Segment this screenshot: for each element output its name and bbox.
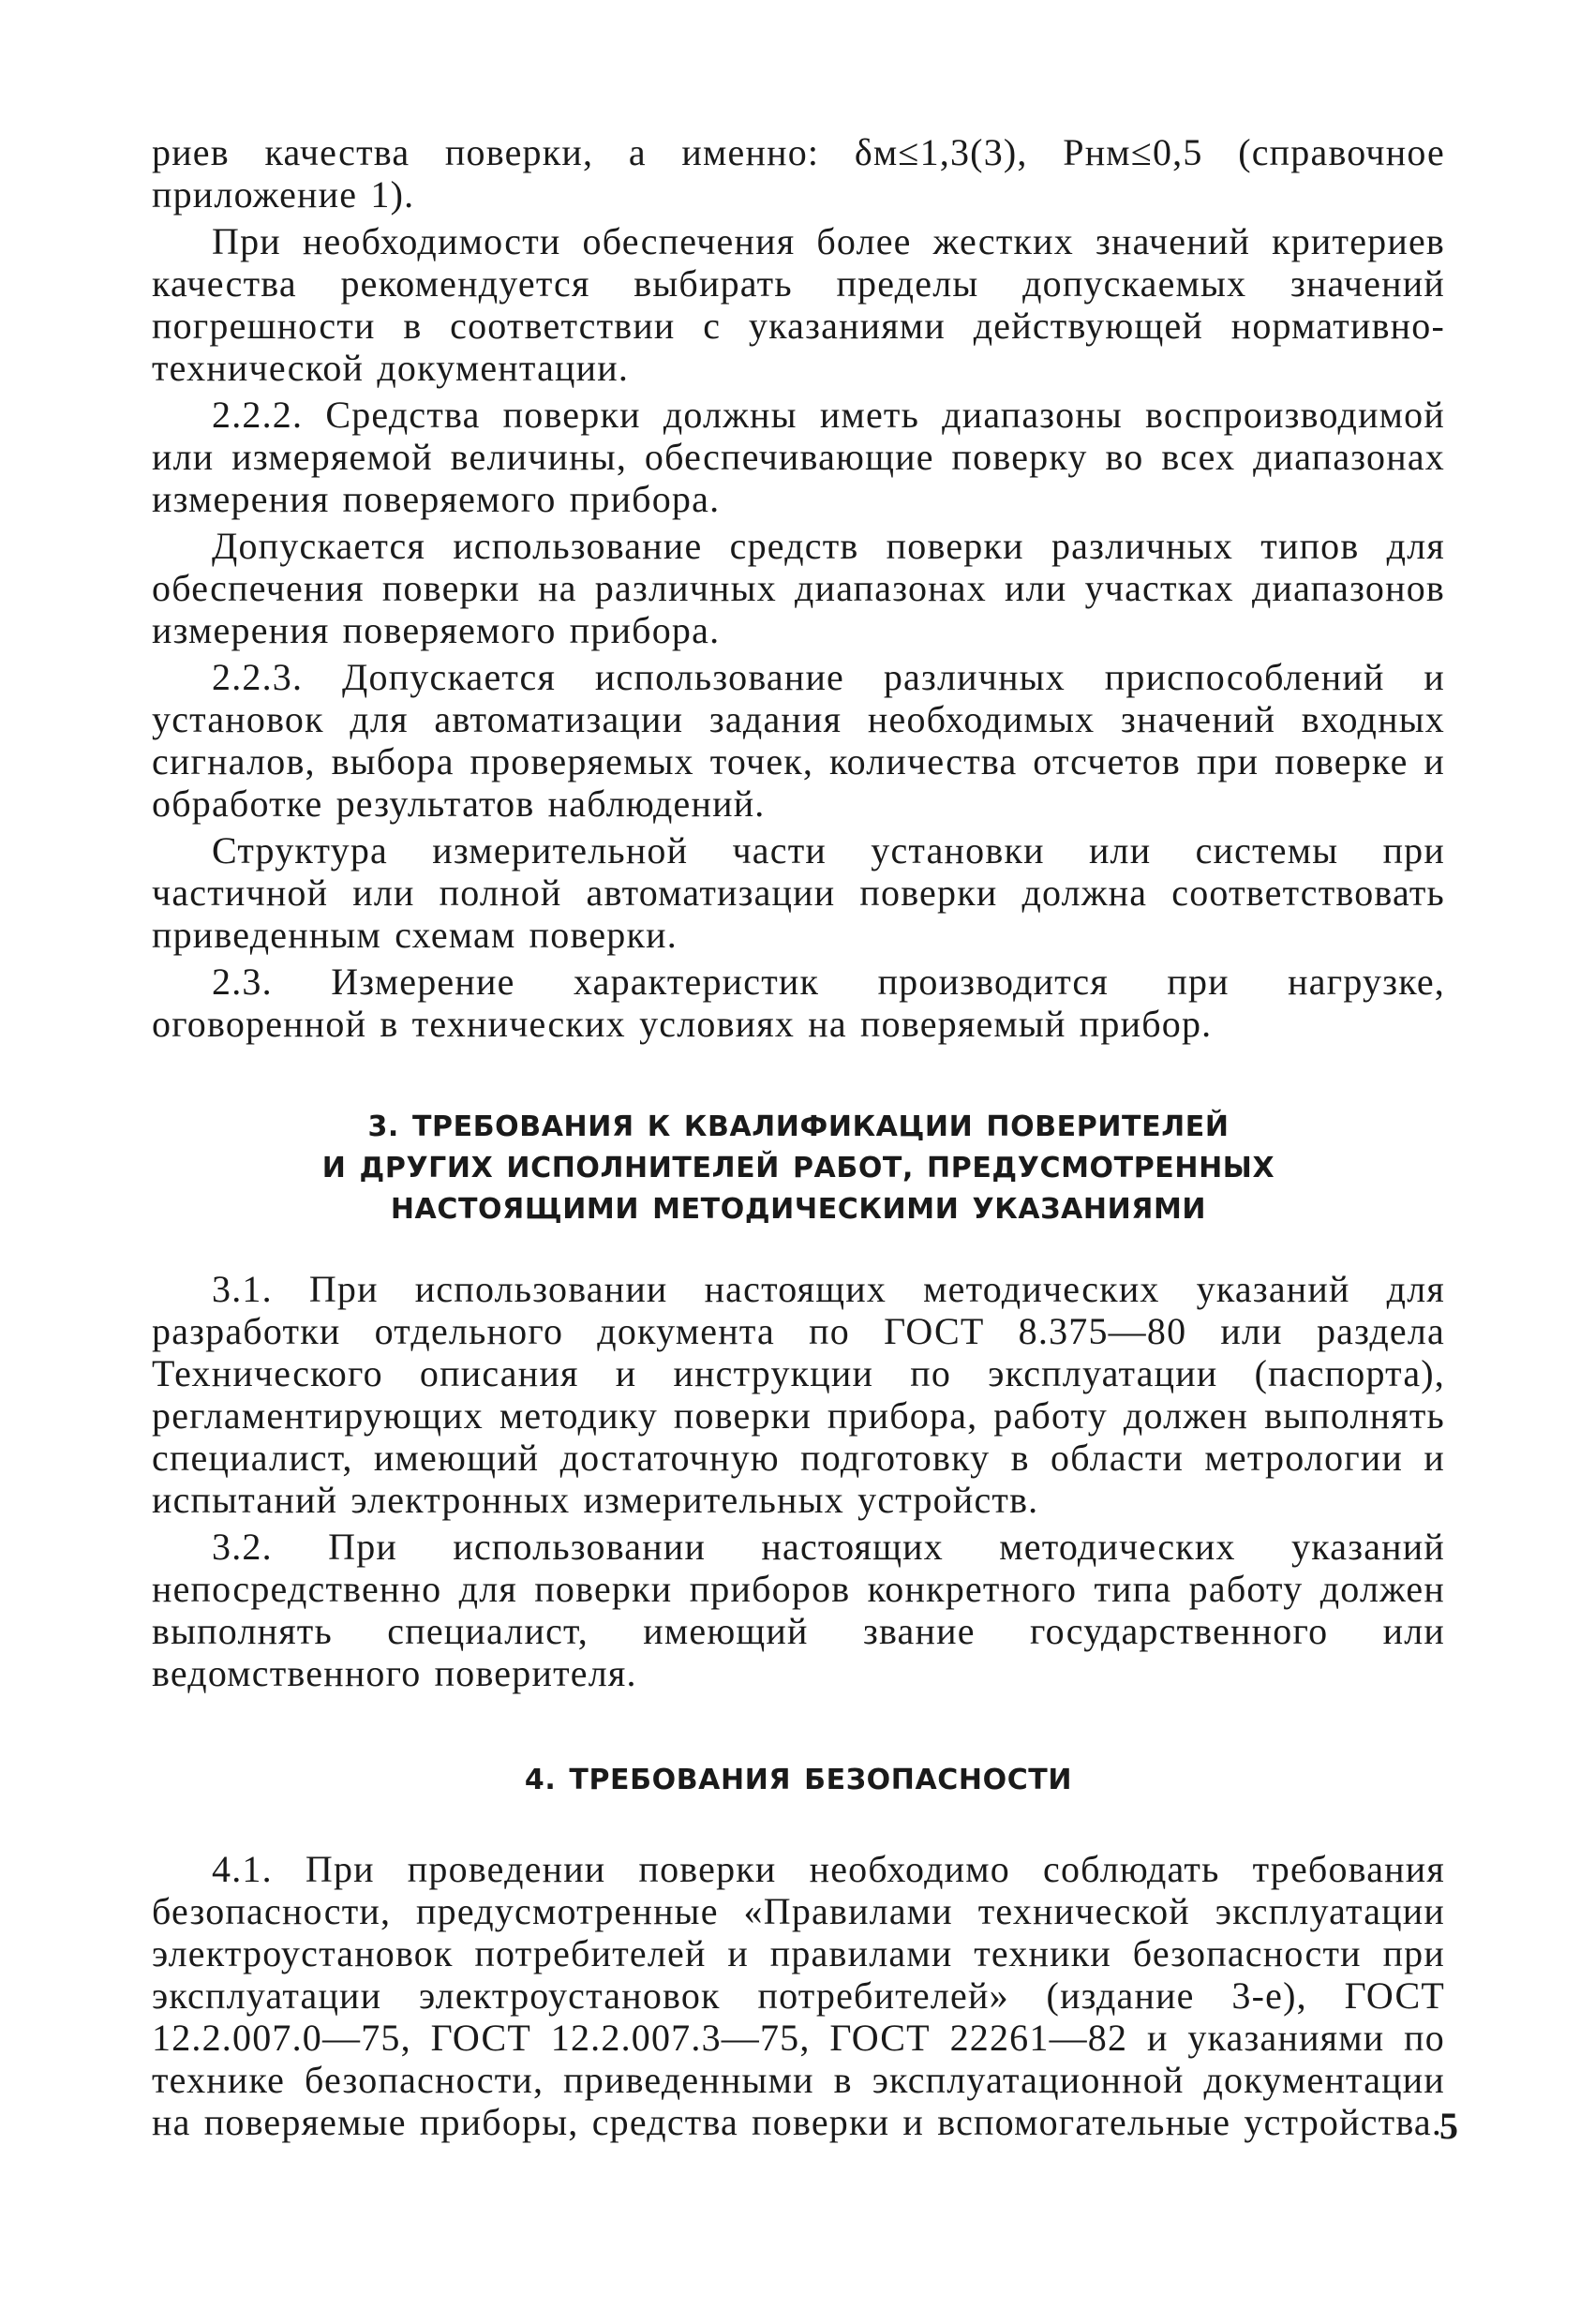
- paragraph-types-allowed: Допускается использование средств поверки различных типов для обеспечения поверки на различных диапазонах или участках диапазонов измерения поверяемого прибора.: [152, 525, 1445, 651]
- page-number: 5: [1439, 2105, 1458, 2147]
- document-page: [152, 131, 1445, 2143]
- section-3-heading-line-1: 3. ТРЕБОВАНИЯ К КВАЛИФИКАЦИИ ПОВЕРИТЕЛЕЙ: [367, 1110, 1230, 1143]
- paragraph-3-2: 3.2. При использовании настоящих методических указаний непосредственно для поверки приборов конкретного типа работу должен выполнять специалист, имеющий звание государственного или ведомственного поверителя.: [152, 1526, 1445, 1694]
- section-4-heading-line: 4. ТРЕБОВАНИЯ БЕЗОПАСНОСТИ: [524, 1764, 1073, 1796]
- section-3-heading-line-3: НАСТОЯЩИМИ МЕТОДИЧЕСКИМИ УКАЗАНИЯМИ: [390, 1193, 1207, 1226]
- section-3-heading: [152, 1107, 1445, 1230]
- paragraph-3-1: 3.1. При использовании настоящих методических указаний для разработки отдельного документа по ГОСТ 8.375—80 или раздела Технического описания и инструкции по эксплуатации (паспорта), регламентирующих методику поверки прибора, работу должен выполнять специалист, имеющий достаточную подготовку в области метрологии и испытаний электронных измерительных устройств.: [152, 1268, 1445, 1521]
- paragraph-criteria: При необходимости обеспечения более жестких значений критериев качества рекомендуется выбирать пределы допускаемых значений погрешности в соответствии с указаниями действующей нормативно-технической документации.: [152, 220, 1445, 389]
- paragraph-structure: Структура измерительной части установки или системы при частичной или полной автоматизации поверки должна соответствовать приведенным схемам поверки.: [152, 829, 1445, 956]
- paragraph-2-3: 2.3. Измерение характеристик производится при нагрузке, оговоренной в технических условиях на поверяемый прибор.: [152, 961, 1445, 1045]
- paragraph-continuation: риев качества поверки, а именно: δм≤1,3(3), Pнм≤0,5 (справочное приложение 1).: [152, 131, 1445, 216]
- paragraph-2-2-2: 2.2.2. Средства поверки должны иметь диапазоны воспроизводимой или измеряемой величины, обеспечивающие поверку во всех диапазонах измерения поверяемого прибора.: [152, 394, 1445, 520]
- section-3-heading-line-2: И ДРУГИХ ИСПОЛНИТЕЛЕЙ РАБОТ, ПРЕДУСМОТРЕННЫХ: [321, 1152, 1275, 1184]
- section-4-heading: [152, 1760, 1445, 1801]
- paragraph-2-2-3: 2.2.3. Допускается использование различных приспособлений и установок для автоматизации задания необходимых значений входных сигналов, выбора проверяемых точек, количества отсчетов при поверке и обработке результатов наблюдений.: [152, 656, 1445, 825]
- paragraph-4-1: 4.1. При проведении поверки необходимо соблюдать требования безопасности, предусмотренные «Правилами технической эксплуатации электроустановок потребителей и правилами техники безопасности при эксплуатации электроустановок потребителей» (издание 3-е), ГОСТ 12.2.007.0—75, ГОСТ 12.2.007.3—75, ГОСТ 22261—82 и указаниями по технике безопасности, приведенными в эксплуатационной документации на поверяемые приборы, средства поверки и вспомогательные устройства.: [152, 1848, 1445, 2143]
